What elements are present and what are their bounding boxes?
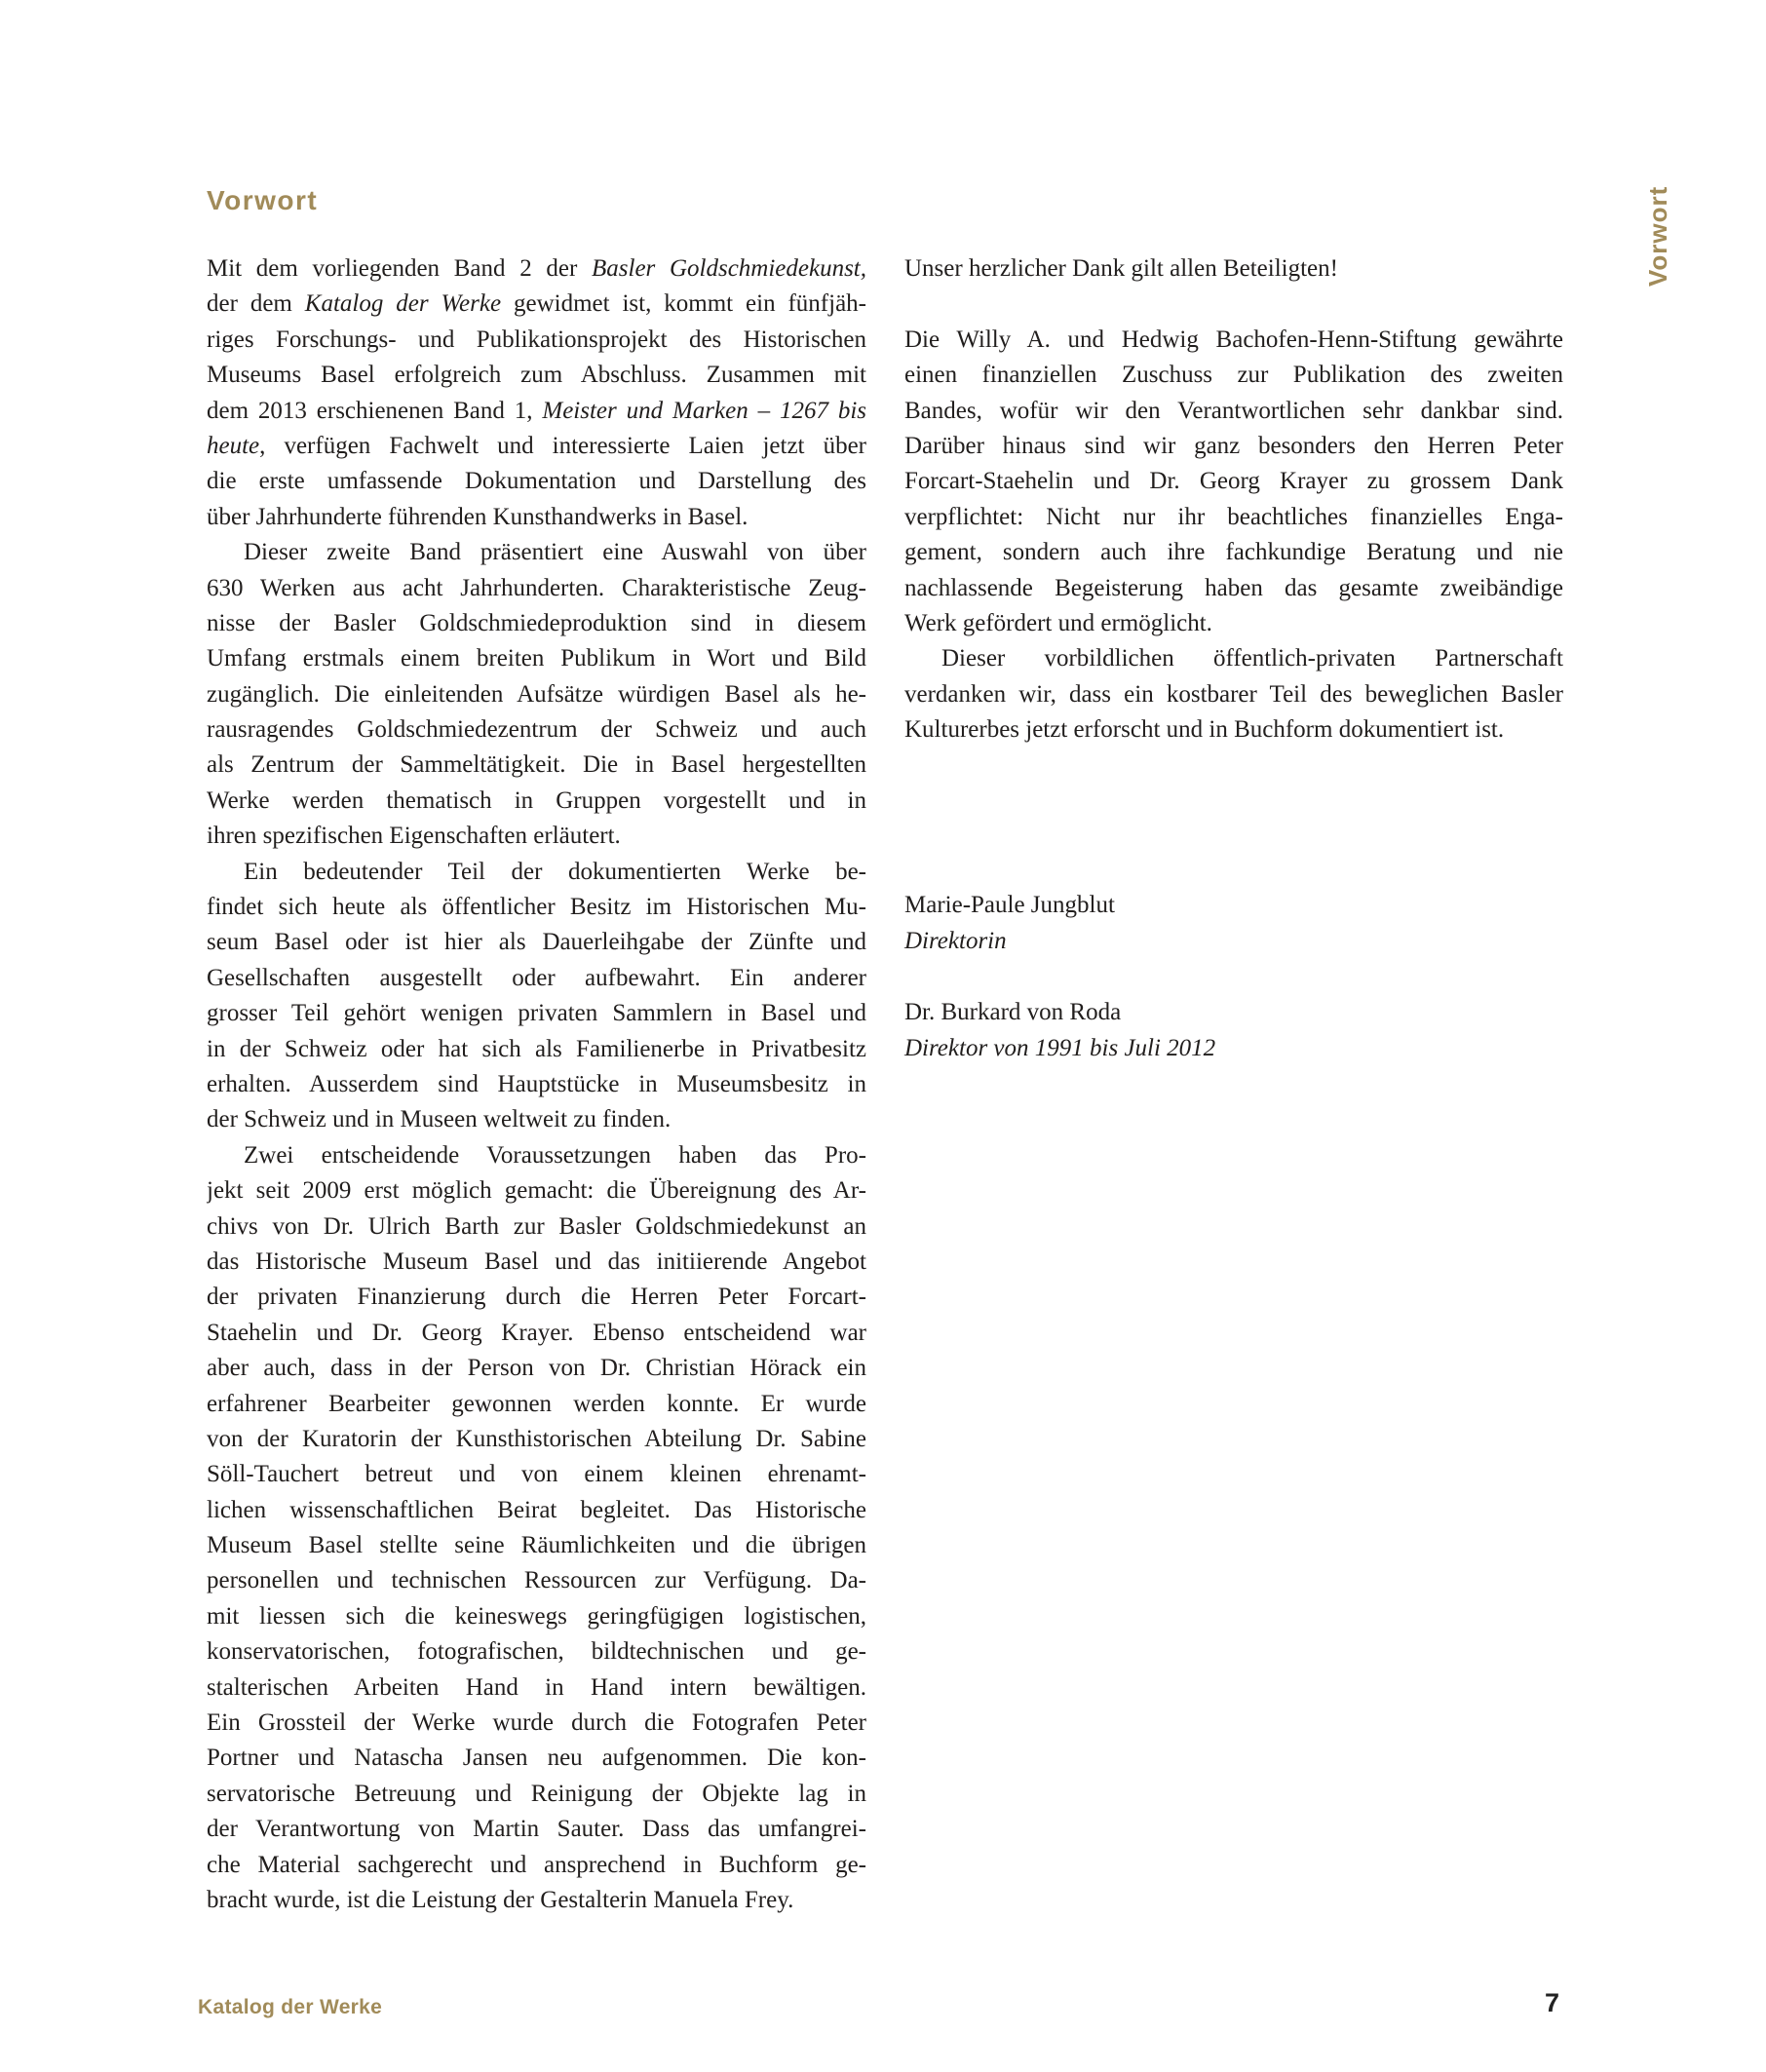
text-line: jekt seit 2009 erst möglich gemacht: die Übereignung des Ar- <box>207 1177 866 1205</box>
text-line: findet sich heute als öffentlicher Besitz im Historischen Mu- <box>207 894 866 921</box>
signature <box>904 994 1215 1066</box>
text-line: nachlassende Begeisterung haben das gesamte zweibändige <box>904 574 1563 601</box>
text-line: Staehelin und Dr. Georg Krayer. Ebenso entscheidend war <box>207 1319 866 1346</box>
text-line: gement, sondern auch ihre fachkundige Beratung und nie <box>904 539 1563 566</box>
text-line: der Schweiz und in Museen weltweit zu finden. <box>207 1106 672 1133</box>
text-line: seum Basel oder ist hier als Dauerleihgabe der Zünfte und <box>207 929 866 956</box>
page-title: Vorwort <box>207 185 319 215</box>
text-line: zugänglich. Die einleitenden Aufsätze würdigen Basel als he- <box>207 680 866 708</box>
margin-section-label: Vorwort <box>1643 185 1672 287</box>
text-line: einen finanziellen Zuschuss zur Publikation des zweiten <box>904 362 1563 389</box>
text-line: verdanken wir, dass ein kostbarer Teil des beweglichen Basler <box>904 680 1563 708</box>
footer-book-title: Katalog der Werke <box>198 1996 383 2018</box>
text-line: rausragendes Goldschmiedezentrum der Schweiz und auch <box>207 716 866 744</box>
text-line: stalterischen Arbeiten Hand in Hand intern bewältigen. <box>207 1673 866 1701</box>
text-line: in der Schweiz oder hat sich als Familienerbe in Privatbesitz <box>207 1035 866 1062</box>
paragraph <box>207 251 866 535</box>
text-line: von der Kuratorin der Kunsthistorischen Abteilung Dr. Sabine <box>207 1425 866 1452</box>
text-line: 630 Werken aus acht Jahrhunderten. Charakteristische Zeug- <box>207 574 866 601</box>
text-line: Dieser vorbildlichen öffentlich-privaten Partnerschaft <box>941 645 1563 672</box>
paragraph <box>207 535 866 855</box>
text-line: als Zentrum der Sammeltätigkeit. Die in Basel hergestellten <box>207 751 866 779</box>
paragraph <box>904 641 1563 748</box>
text-line: dem 2013 erschienenen Band 1, Meister und Marken – 1267 bis <box>207 397 866 424</box>
paragraph <box>207 1138 866 1919</box>
paragraph <box>207 855 866 1138</box>
text-line: bracht wurde, ist die Leistung der Gestalterin Manuela Frey. <box>207 1886 794 1913</box>
text-line: ihren spezifischen Eigenschaften erläutert. <box>207 823 621 850</box>
text-line: über Jahrhunderte führenden Kunsthandwerks in Basel. <box>207 503 749 530</box>
text-line: der Verantwortung von Martin Sauter. Dass das umfangrei- <box>207 1816 866 1843</box>
text-line: die erste umfassende Dokumentation und Darstellung des <box>207 468 866 495</box>
text-line: aber auch, dass in der Person von Dr. Christian Hörack ein <box>207 1355 866 1382</box>
text-line: Museum Basel stellte seine Räumlichkeiten und die übrigen <box>207 1532 866 1559</box>
text-line: Kulturerbes jetzt erforscht und in Buchform dokumentiert ist. <box>904 716 1505 744</box>
signature-role: Direktor von 1991 bis Juli 2012 <box>904 1035 1216 1061</box>
text-line: Unser herzlicher Dank gilt allen Beteiligten! <box>904 255 1338 282</box>
left-text-column <box>207 251 866 1918</box>
text-line: chivs von Dr. Ulrich Barth zur Basler Goldschmiedekunst an <box>207 1212 866 1240</box>
text-line: Darüber hinaus sind wir ganz besonders den Herren Peter <box>904 432 1563 459</box>
text-line: Ein Grossteil der Werke wurde durch die Fotografen Peter <box>207 1709 866 1737</box>
page-number: 7 <box>1544 1988 1559 2017</box>
text-line: erhalten. Ausserdem sind Hauptstücke in Museumsbesitz in <box>207 1070 866 1097</box>
right-text-column <box>904 251 1563 748</box>
text-line: konservatorischen, fotografischen, bildtechnischen und ge- <box>207 1638 866 1666</box>
text-line: Forcart-Staehelin und Dr. Georg Krayer zu grossem Dank <box>904 468 1563 495</box>
text-line: das Historische Museum Basel und das initiierende Angebot <box>207 1247 866 1275</box>
paragraph <box>904 323 1563 642</box>
signature <box>904 887 1215 959</box>
text-line: servatorische Betreuung und Reinigung der Objekte lag in <box>207 1780 866 1807</box>
text-line: der dem Katalog der Werke gewidmet ist, kommt ein fünfjäh- <box>207 290 866 318</box>
text-line: nisse der Basler Goldschmiedeproduktion sind in diesem <box>207 609 866 636</box>
text-line: Zwei entscheidende Voraussetzungen haben das Pro- <box>244 1141 866 1169</box>
text-line: verpflichtet: Nicht nur ihr beachtliches finanzielles Enga- <box>904 503 1563 530</box>
text-line: Gesellschaften ausgestellt oder aufbewahrt. Ein anderer <box>207 964 866 991</box>
text-line: personellen und technischen Ressourcen zur Verfügung. Da- <box>207 1567 866 1594</box>
text-line: mit liessen sich die keineswegs geringfügigen logistischen, <box>207 1602 866 1630</box>
text-line: erfahrener Bearbeiter gewonnen werden konnte. Er wurde <box>207 1390 866 1417</box>
text-line: che Material sachgerecht und ansprechend in Buchform ge- <box>207 1851 866 1878</box>
signature-block <box>904 887 1215 1101</box>
signature-name: Dr. Burkard von Roda <box>904 999 1122 1025</box>
text-line: Dieser zweite Band präsentiert eine Auswahl von über <box>244 539 866 566</box>
paragraph <box>904 251 1563 287</box>
signature-name: Marie-Paule Jungblut <box>904 892 1115 918</box>
text-line: Umfang erstmals einem breiten Publikum in Wort und Bild <box>207 645 866 672</box>
text-line: der privaten Finanzierung durch die Herren Peter Forcart- <box>207 1284 866 1311</box>
text-line: Werk gefördert und ermöglicht. <box>904 609 1212 636</box>
signature-role: Direktorin <box>904 928 1007 954</box>
text-line: Museums Basel erfolgreich zum Abschluss. Zusammen mit <box>207 362 866 389</box>
text-line: Werke werden thematisch in Gruppen vorgestellt und in <box>207 787 866 814</box>
text-line: Portner und Natascha Jansen neu aufgenommen. Die kon- <box>207 1745 866 1772</box>
text-line: Ein bedeutender Teil der dokumentierten Werke be- <box>244 858 866 885</box>
text-line: riges Forschungs- und Publikationsprojekt des Historischen <box>207 326 866 353</box>
text-line: Die Willy A. und Hedwig Bachofen-Henn-Stiftung gewährte <box>904 326 1563 353</box>
text-line: heute, verfügen Fachwelt und interessierte Laien jetzt über <box>207 432 866 459</box>
text-line: Söll-Tauchert betreut und von einem kleinen ehrenamt- <box>207 1461 866 1488</box>
text-line: lichen wissenschaftlichen Beirat begleitet. Das Historische <box>207 1496 866 1523</box>
text-line: Mit dem vorliegenden Band 2 der Basler Goldschmiedekunst, <box>207 255 866 282</box>
text-line: Bandes, wofür wir den Verantwortlichen sehr dankbar sind. <box>904 397 1563 424</box>
text-line: grosser Teil gehört wenigen privaten Sammlern in Basel und <box>207 1000 866 1027</box>
